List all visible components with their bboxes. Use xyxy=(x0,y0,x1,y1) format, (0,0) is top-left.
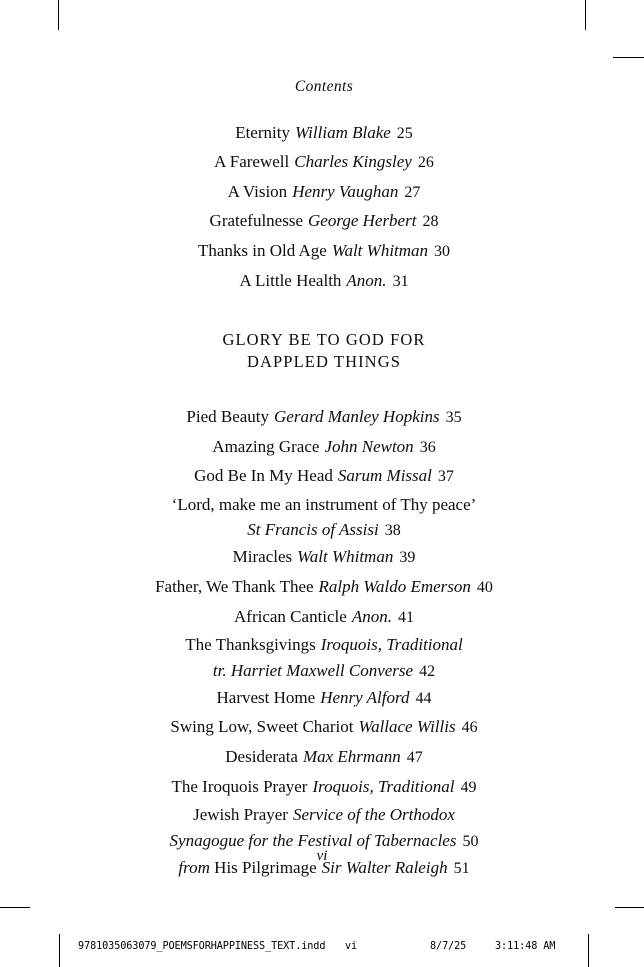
toc-author: Sarum Missal xyxy=(337,466,432,486)
toc-entry[interactable] xyxy=(60,743,588,773)
toc-title: A Farewell xyxy=(214,152,290,172)
toc-page-number: 35 xyxy=(445,409,462,427)
toc-title: A Little Health xyxy=(239,270,342,290)
toc-page-number: 42 xyxy=(419,662,436,680)
toc-author: Anon. xyxy=(346,270,387,290)
toc-author: Wallace Willis xyxy=(358,717,456,737)
toc-entry[interactable] xyxy=(60,802,588,854)
toc-author-secondary-text: Synagogue for the Festival of Tabernacles xyxy=(169,830,457,850)
crop-mark-bottom-right xyxy=(615,907,644,908)
toc-page-number: 26 xyxy=(417,154,434,172)
toc-page-number: 27 xyxy=(404,183,421,201)
page-folio: vi xyxy=(316,848,328,864)
toc-title: Jewish Prayer xyxy=(193,805,288,825)
toc-page-number: 49 xyxy=(460,778,477,796)
toc-title: Amazing Grace xyxy=(212,436,320,456)
toc-page-number: 40 xyxy=(476,579,493,597)
section-heading-line-2: DAPPLED THINGS xyxy=(247,352,401,372)
toc-entry[interactable] xyxy=(60,403,588,433)
toc-entry[interactable] xyxy=(60,178,588,208)
toc-title: African Canticle xyxy=(234,606,347,626)
crop-mark-top-right-vertical xyxy=(585,0,586,30)
toc-title: Desiderata xyxy=(225,746,298,766)
toc-author: George Herbert xyxy=(308,211,417,231)
toc-entry[interactable] xyxy=(60,433,588,463)
toc-page-number: 47 xyxy=(406,748,423,766)
toc-entry[interactable] xyxy=(60,713,588,743)
toc-entry[interactable] xyxy=(60,573,588,603)
toc-author: Walt Whitman xyxy=(331,240,429,260)
toc-author: John Newton xyxy=(324,436,414,456)
toc-author-text: St Francis of Assisi xyxy=(247,520,379,540)
toc-author-secondary xyxy=(60,658,588,684)
toc-page-number: 30 xyxy=(434,242,451,260)
toc-page-number: 46 xyxy=(461,719,478,737)
toc-title-text: His Pilgrimage xyxy=(214,857,317,877)
spacer xyxy=(60,296,588,329)
toc-author-secondary-text: tr. Harriet Maxwell Converse xyxy=(212,660,414,680)
toc-entry[interactable] xyxy=(60,492,588,544)
toc-title: Pied Beauty xyxy=(186,407,270,427)
toc-entry[interactable] xyxy=(60,462,588,492)
toc-author: Iroquois, Traditional xyxy=(312,776,455,796)
toc-page-number: 36 xyxy=(419,438,436,456)
page-title: Contents xyxy=(294,78,354,95)
crop-mark-top-left xyxy=(58,0,59,30)
toc-author: Service of the Orthodox xyxy=(292,805,455,825)
toc-author xyxy=(60,517,588,543)
toc-entry[interactable] xyxy=(60,773,588,803)
toc-entry[interactable] xyxy=(60,267,588,297)
toc-title: God Be In My Head xyxy=(194,466,333,486)
toc-group-section xyxy=(60,403,588,883)
toc-author: Gerard Manley Hopkins xyxy=(274,407,440,427)
contents-body xyxy=(60,78,588,883)
toc-title: A Vision xyxy=(227,181,288,201)
toc-author: Henry Alford xyxy=(320,687,410,707)
toc-author: Charles Kingsley xyxy=(294,152,412,172)
toc-author: Iroquois, Traditional xyxy=(320,635,463,655)
toc-title: Eternity xyxy=(235,122,290,142)
toc-title: The Iroquois Prayer xyxy=(171,776,308,796)
toc-title-lead: from xyxy=(178,857,210,877)
toc-title: The Thanksgivings xyxy=(185,635,316,655)
toc-entry[interactable] xyxy=(60,632,588,684)
slug-date: 8/7/25 xyxy=(430,941,467,952)
toc-page-number: 37 xyxy=(437,468,454,486)
toc-title: Swing Low, Sweet Chariot xyxy=(170,717,354,737)
toc-author: William Blake xyxy=(294,122,391,142)
toc-author: Henry Vaughan xyxy=(292,181,399,201)
toc-page-number: 38 xyxy=(384,522,401,540)
toc-title: Gratefulnesse xyxy=(209,211,304,231)
toc-author: Walt Whitman xyxy=(297,547,394,567)
toc-page-number: 31 xyxy=(392,272,409,290)
toc-entry[interactable] xyxy=(60,684,588,714)
toc-entry[interactable] xyxy=(60,603,588,633)
spacer xyxy=(60,373,588,403)
toc-entry[interactable] xyxy=(60,119,588,149)
toc-page-number: 50 xyxy=(462,832,479,850)
toc-page-number: 28 xyxy=(422,213,439,231)
toc-entry[interactable] xyxy=(60,207,588,237)
slug-time: 3:11:48 AM xyxy=(495,941,556,952)
crop-mark-top-right-horizontal xyxy=(613,57,644,58)
toc-page-number: 44 xyxy=(415,689,432,707)
slug-filename: 9781035063079_POEMSFORHAPPINESS_TEXT.indd xyxy=(78,941,326,952)
toc-author: Max Ehrmann xyxy=(302,746,401,766)
toc-entry[interactable] xyxy=(60,237,588,267)
toc-page-number: 25 xyxy=(396,124,413,142)
toc-title: Father, We Thank Thee xyxy=(155,577,314,597)
toc-title: Harvest Home xyxy=(216,687,316,707)
section-heading xyxy=(60,329,588,373)
print-slug-line xyxy=(0,939,644,959)
toc-author: Sir Walter Raleigh xyxy=(321,857,448,877)
toc-page-number: 39 xyxy=(399,549,416,567)
toc-author: Ralph Waldo Emerson xyxy=(318,577,471,597)
slug-folio: vi xyxy=(345,941,358,952)
section-heading-line-1: GLORY BE TO GOD FOR xyxy=(222,330,426,350)
toc-group-first xyxy=(60,119,588,297)
crop-mark-bottom-left xyxy=(0,907,30,908)
toc-entry[interactable] xyxy=(60,148,588,178)
toc-author: Anon. xyxy=(351,606,392,626)
toc-entry[interactable] xyxy=(60,543,588,573)
toc-page-number: 51 xyxy=(453,859,470,877)
toc-page-number: 41 xyxy=(397,608,414,626)
toc-title: ‘Lord, make me an instrument of Thy peace’ xyxy=(171,494,477,514)
toc-title: Thanks in Old Age xyxy=(197,240,327,260)
toc-title: Miracles xyxy=(232,547,293,567)
